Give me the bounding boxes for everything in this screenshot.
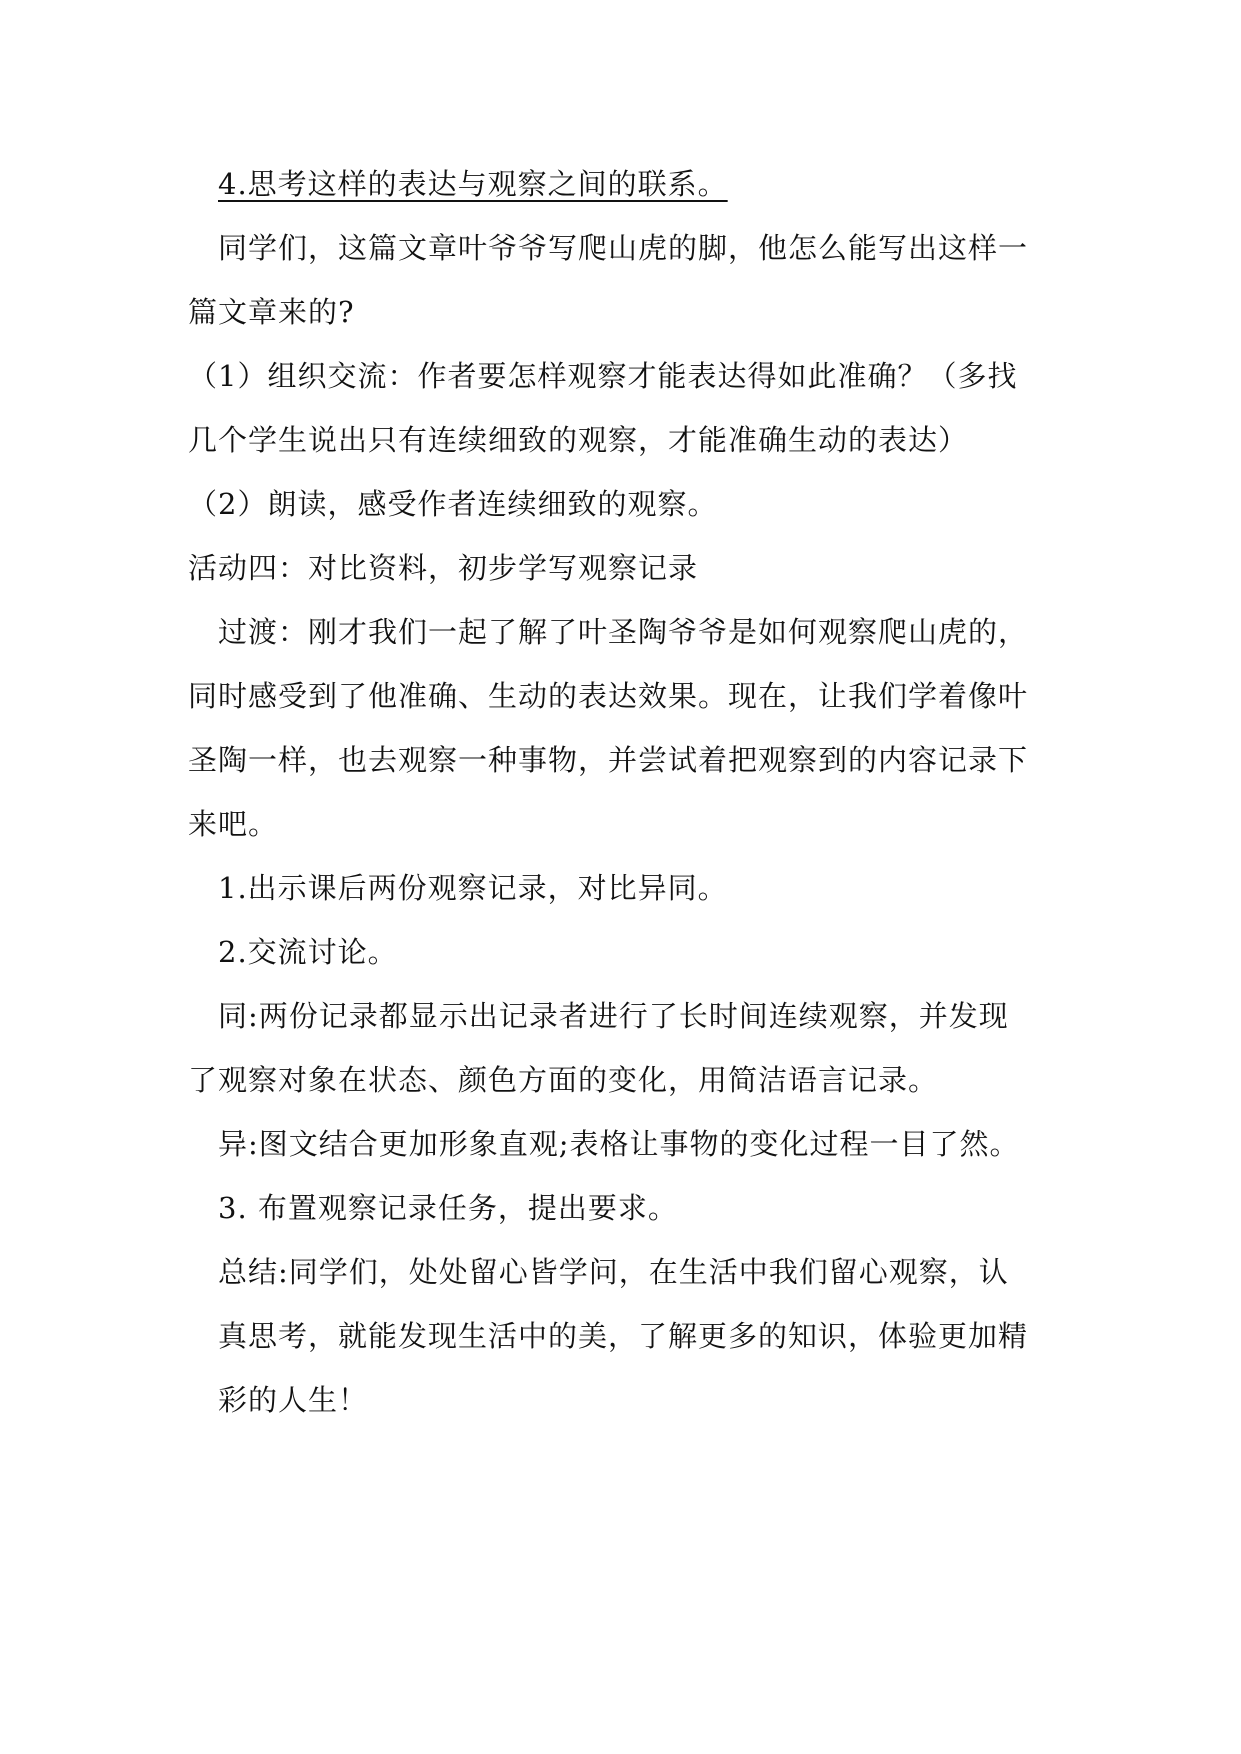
summary-line: 彩的人生！ (218, 1383, 369, 1417)
list-item-3: 3. 布置观察记录任务，提出要求。 (218, 1191, 678, 1225)
section-heading-4: 4.思考这样的表达与观察之间的联系。 (218, 167, 728, 201)
paragraph-line: 异:图文结合更加形象直观;表格让事物的变化过程一目了然。 (218, 1127, 1020, 1161)
list-item-2: 2.交流讨论。 (218, 935, 398, 969)
paragraph-line: （1）组织交流：作者要怎样观察才能表达得如此准确？（多找 (188, 359, 1018, 393)
paragraph-line: （2）朗读，感受作者连续细致的观察。 (188, 487, 718, 521)
paragraph-line: 圣陶一样，也去观察一种事物，并尝试着把观察到的内容记录下 (188, 743, 1029, 777)
paragraph-line: 同:两份记录都显示出记录者进行了长时间连续观察，并发现 (218, 999, 1009, 1033)
paragraph-line: 了观察对象在状态、颜色方面的变化，用简洁语言记录。 (188, 1063, 939, 1097)
paragraph-line: 同学们，这篇文章叶爷爷写爬山虎的脚，他怎么能写出这样一 (218, 231, 1029, 265)
paragraph-line: 同时感受到了他准确、生动的表达效果。现在，让我们学着像叶 (188, 679, 1029, 713)
paragraph-line: 几个学生说出只有连续细致的观察，才能准确生动的表达） (188, 423, 969, 457)
summary-line: 总结:同学们，处处留心皆学问，在生活中我们留心观察，认 (218, 1255, 1009, 1289)
activity-heading: 活动四：对比资料，初步学写观察记录 (188, 551, 699, 585)
paragraph-line: 来吧。 (188, 807, 279, 841)
list-item-1: 1.出示课后两份观察记录，对比异同。 (218, 871, 728, 905)
summary-line: 真思考，就能发现生活中的美，了解更多的知识，体验更加精 (218, 1319, 1029, 1353)
paragraph-line: 过渡：刚才我们一起了解了叶圣陶爷爷是如何观察爬山虎的， (218, 615, 1029, 649)
paragraph-line: 篇文章来的? (188, 295, 355, 329)
